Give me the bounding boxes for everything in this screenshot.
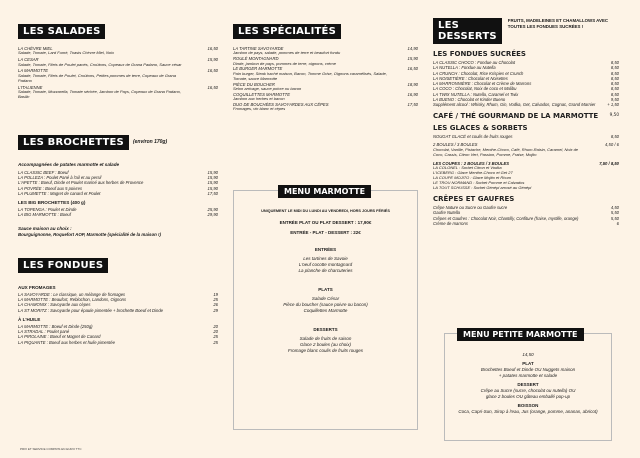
menu-item [233,82,418,92]
item-price: 19 [213,291,218,297]
item-price: 8,50 [610,75,619,81]
nougat-price: 8,50 [610,133,619,139]
item-name: DUO DE BOUCHÉES SAVOYARDES AUX CÈPES [233,101,329,107]
item-name: LA TWIX NUTELLA : Nutella, Caramel et Twix [433,91,519,97]
item-name: LA NUTELLA : Fondue au Nutella [433,65,496,71]
boules-desc: Chocolat, Vanille, Pistache, Menthe-Choco, Café, Rhum-Raisin, Caramel, Noix de Coco, Cassis, Citron Vert, Passion, Pomme, Fraise, Mojito [433,147,579,158]
item-price: 16,50 [207,46,218,51]
menu-item [18,340,218,345]
item-price: 15,90 [207,174,218,180]
item-name: COQUILLETTES MARMOTTE [233,91,291,97]
menu-line: L'oeuf cocotte montagnard [298,262,353,267]
item-price: 17,50 [207,190,218,196]
item-name: Gaufre Nutella [433,210,460,216]
item-name: Supplément alcool : Whisky, Rhum, Gin, Vodka, Get, Calvados, Cognac, Grand Marnier [433,102,596,108]
item-price: 15,90 [207,185,218,191]
item-price: 15,90 [207,180,218,186]
item-desc: Salade, Tomate, Filets de Poulet, Croûtons, Petites pommes de terre, Copeaux de Grana Padano [18,72,176,83]
brochettes-accomp: Accompagnées de patates marmotte et salade [18,161,120,167]
menu-marmotte-box [233,187,418,430]
menu-item [233,102,418,112]
item-price: 8,50 [610,81,619,87]
item-price: 15,90 [407,56,418,62]
specialites-title: LES SPÉCIALITÉS [233,24,341,39]
menu-line: Glace 2 boules (au choix) [299,342,352,347]
item-name: LA NOISETIÈRE : Chocolat et Noisettes [433,75,508,81]
item-desc: Salade, Tomate, Filets de Poulet panés, Croûtons, Copeaux de Grana Padano, Sauce césar [18,61,182,67]
item-name: LE BURGER MARMOTTE [233,66,283,72]
item-name: LA PLUMETTE : Magret de canard et Poulet [18,190,101,196]
fondues-title: LES FONDUES [18,258,108,273]
item-name: LA CESAR [18,57,39,63]
menu-line: Pièce du boucher (sauce poivre ou bacon) [283,302,368,307]
item-name: LA BUENO : Chocolat et Kinder Bueno [433,97,506,103]
item-price: 29 [213,307,218,313]
big-brochettes-title: LES BIG BROCHETTES (400 g) [18,200,86,206]
menu-marmotte-title: MENU MARMOTTE [278,185,371,198]
item-price: 15,90 [207,169,218,175]
item-price: 8,50 [610,60,619,65]
menu-marmotte-entrees-title: ENTRÉES [314,247,337,252]
menu-marmotte-desserts [234,336,417,354]
item-desc: Pain burger, Steak haché maison, Bacon, Tomme Grise, Oignons caramélisés, Salade, Tomate, sauce Marmotte [233,70,387,81]
fondues-fromage-list [18,292,218,313]
menu-line: Les tartines de Savoie [303,256,348,261]
item-desc: Jambon aux herbes et bacon [233,96,285,102]
item-price: 8,50 [610,86,619,92]
item-name: LA CHAMONIX : Savoyarde aux cèpes [18,302,91,308]
item-name: L'ITALIENNE [18,84,43,90]
menu-petite-price: 14,50 [522,352,534,357]
item-name: LA ST MORITZ : Savoyarde pour épaule pimentée + brochette Boeuf et Dinde [18,307,163,313]
brochettes-weight: (environ 170g) [132,139,168,146]
menu-marmotte-price1: ENTRÉE PLAT OU PLAT DESSERT : 17,90€ [279,220,372,225]
menu-line: Salade César [311,296,340,301]
item-price: 26 [213,302,218,308]
item-name: LA COCO : Chocolat, Noix de coco et Malibu [433,86,517,92]
menu-item [233,46,418,56]
fondues-huile-list [18,324,218,345]
item-price: 20 [213,323,218,329]
item-price: 8,50 [610,65,619,71]
brochettes-title: LES BROCHETTES [18,135,129,150]
menu-petite-plat [445,367,611,379]
item-name: Crème de marrons [433,220,468,226]
item-name: LA POLLEZA : Poulet Pané à l'ail et au persil [18,174,102,180]
item-name: LA MARMOTTE : Beaufort, Reblochon, Landons, Oignons [18,297,127,302]
menu-item [233,56,418,66]
item-price: 16,50 [207,68,218,74]
menu-marmotte-note: UNIQUEMENT LE MIDI DU LUNDI AU VENDREDI, HORS JOURS FÉRIÉS [261,209,390,213]
item-name: LA CRUNCH : Chocolat, Rice Krispies et Crunch [433,70,524,76]
item-price: 4,50 [610,204,619,210]
fondues-sucrees-list [433,60,619,108]
menu-item [18,68,218,83]
item-desc: Salade, Tomate, Lard Fumé, Toasts Chèvre Miel, Noix [18,50,114,56]
boules-name: 2 BOULES / 3 BOULES [433,141,478,147]
item-name: LA TARTINE SAVOYARDE [233,46,284,51]
fondues-sucrees-title: LES FONDUES SUCRÉES [433,50,526,58]
menu-line: La planche de charcuteries [298,268,353,273]
menu-line: Fromage blanc coulis de fruits rouges [287,348,364,353]
left-column [18,0,218,345]
menu-line: Salade de fruits de saison [299,336,352,341]
menu-line: Brochettes Boeuf et Dinde OU Nuggets maison [480,367,576,372]
footer-note: PRIX ET SERVICE COMPRIS EN EURO TTC [20,447,82,451]
item-name: LA BIG MARMOTTE : Boeuf [18,212,71,218]
menu-line: + patates marmotte et salade [498,373,558,378]
item-desc: Salade, Tomate, Mozzarella, Tomate séchée, Jambon de Pays, Copeaux de Grana Padano, Basilic [18,88,181,99]
menu-marmotte-entrees [234,256,417,274]
menu-item [233,92,418,102]
menu-petite-plat-title: PLAT [522,361,534,366]
menu-petite-boisson: Coca, Capri-Sun, Sirop à l'eau, Jus (orange, pomme, ananas, abricot) [458,409,598,414]
item-price: 20 [213,329,218,335]
cafe-name: CAFÉ / THÉ GOURMAND DE LA MARMOTTE [433,111,599,120]
item-name: LA PIROLAINE : Boeuf et Magret de Canard [18,334,101,340]
coupe-item: LA TOUT SCHUSSE : Sorbet Génépi arrosé au Génépi [433,185,532,190]
item-name: Crêpes et Gaufres : Chocolat Noir, Chantilly, Confiture (fraise, myrtille, orange) [433,215,579,221]
item-price: 16,50 [207,84,218,90]
item-desc: Fromages, vin blanc et cèpes [233,106,286,112]
item-price: 5,50 [610,215,619,221]
item-price: 16,90 [407,91,418,97]
item-desc: Jambon de pays, salade, pommes de terre et beaufort fondu [233,50,341,56]
item-desc: Selon arrivage, sauce poivre ou bacon [233,85,302,91]
item-desc: Dinde, jambon de pays, pommes de terre, oignons, crème [233,60,336,66]
item-price: 25 [213,339,218,345]
menu-petite-dessert-title: DESSERT [517,382,539,387]
coupes-name: LES COUPES : 2 BOULES / 3 BOULES [433,161,510,167]
menu-line: glace 2 boules OU gâteau emballé pop-up [485,394,571,399]
item-name: PIÈCE DU BOUCHER [233,81,275,87]
sauce-text: Bourguignonne, Roquefort AOP, Marmotte (spécialité de la maison !) [18,231,161,237]
item-name: ROULÉ MONTAGNARD [233,56,279,62]
item-price: 8,50 [610,91,619,97]
item-price: 18,90 [407,81,418,87]
coupe-item: LA COLONEL : Sorbet Citron et Vodka [433,165,502,171]
coupes-price: 7,50 / 8,50 [599,161,619,167]
salades-list [18,46,218,100]
item-price: 17,50 [407,101,418,107]
item-name: L'APETTE : Boeuf, Dinde et Poulet mariné aux herbes de Provence [18,180,144,186]
menu-petite-boisson-title: BOISSON [517,403,539,408]
coupes-list [433,166,619,191]
big-brochettes-list [18,207,218,218]
menu-petite-title: MENU PETITE MARMOTTE [457,328,584,341]
item-price: 15,90 [207,57,218,63]
fondues-huile-title: À L'HUILE [18,316,41,322]
item-name: LA MARMOTTE : Boeuf et Dinde (250g) [18,323,93,329]
item-name: LA CLASSIC CHOCO : Fondue au Chocolat [433,60,516,65]
menu-item [433,102,619,107]
specialites-list [233,46,418,112]
item-price: 25 [213,334,218,340]
item-name: LA CLASSIC BEEF : Boeuf [18,169,69,175]
item-price: 25 [213,297,218,302]
item-price: 6 [616,220,619,226]
nougat-name: NOUGAT GLACÉ et coulis de fruits rouges [433,133,513,139]
item-price: 5,50 [610,210,619,216]
item-price: 9,50 [610,97,619,103]
menu-item [18,85,218,100]
item-name: LA MARMOTTE [18,68,49,74]
item-name: LA POVRÉE : Boeuf aux 5 poivres [18,185,83,191]
menu-item [433,221,619,226]
item-price: 14,90 [407,46,418,51]
menu-item [18,308,218,313]
glaces-title: LES GLACES & SORBETS [433,123,528,132]
menu-item [18,212,218,217]
right-column [433,0,619,226]
cafe-price: 9,50 [609,111,619,117]
menu-petite-dessert [445,388,611,400]
coupe-item: LE TROU NORMAND : Sorbet Pomme et Calvados [433,180,525,186]
item-name: LA SAVOYARDE : Le classique, un mélange de fromages [18,291,126,297]
item-name: LA CHÈVRE MIEL [18,46,53,51]
crepes-list [433,205,619,226]
crepes-title: CRÊPES ET GAUFRES [433,194,515,203]
desserts-tagline: FRUITS, MADELEINES ET CHAMALLOWS AVEC TOUTES LES FONDUES SUCRÉES ! [507,18,609,29]
sauce-label: Sauce maison au choix : [18,225,72,231]
menu-marmotte-price2: ENTRÉE - PLAT - DESSERT : 22€ [290,230,361,235]
nougat-row [433,134,619,139]
desserts-title: LES DESSERTS [433,18,502,44]
boules-price: 4,50 / 6 [605,141,619,147]
menu-item [18,191,218,196]
item-price: + 1,50 [607,102,619,108]
coupe-item: LA COUPE MOJITO : Glace Mojito et Rhum [433,175,512,181]
item-name: LA PIQUANTE : Boeuf aux herbes et huile pimentée [18,339,115,345]
menu-line: Coquillettes Marmotte [303,308,348,313]
menu-petite-box [444,330,612,441]
item-name: Crêpe Nature ou Sucre ou Gaufre sucre [433,204,508,210]
item-price: 29,90 [207,212,218,218]
menu-marmotte-desserts-title: DESSERTS [313,327,338,332]
item-name: LA TOPENGA : Poulet et Dinde [18,207,77,213]
menu-item [18,46,218,56]
item-price: 25,90 [207,207,218,213]
cafe-row [433,112,619,120]
menu-marmotte-plats-title: PLATS [318,287,333,292]
item-price: 8,50 [610,70,619,76]
menu-marmotte-plats [234,296,417,314]
item-price: 16,50 [407,66,418,72]
coupe-item: L'ICEBERG : Glace Menthe-Choco et Get 27 [433,170,513,176]
item-name: LA MARRONNIÈRE : Chocolat et Crème de Marrons [433,81,532,87]
fondues-fromage-title: AUX FROMAGES [18,284,56,290]
menu-line: Crêpe au Sucre (sucre, chocolat ou nutella) OU [480,388,576,393]
brochettes-list [18,170,218,196]
salades-title: LES SALADES [18,24,105,39]
item-name: LA STRADAL : Poulet pané [18,329,70,335]
middle-column [233,0,418,112]
menu-item [18,57,218,67]
menu-item [233,66,418,81]
